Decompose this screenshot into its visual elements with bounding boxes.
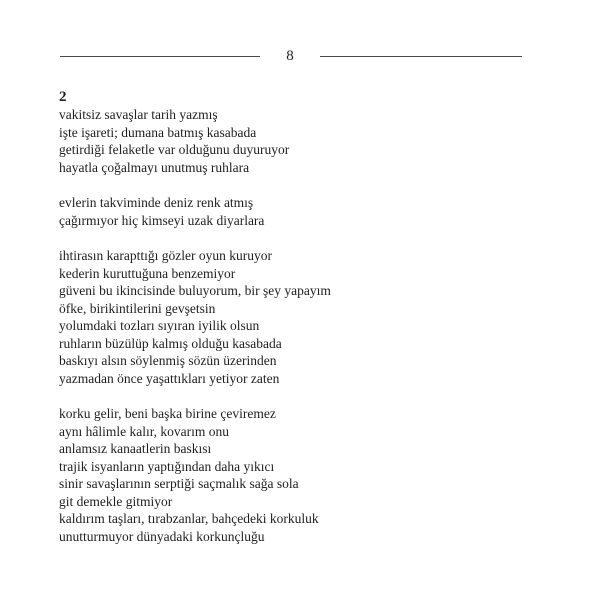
poem-line: sinir savaşlarının serptiği saçmalık sağa sola xyxy=(59,476,299,491)
stanza-1 xyxy=(59,106,559,176)
header-rule-right xyxy=(320,56,522,57)
poem-line: hayatla çoğalmayı unutmuş ruhlara xyxy=(59,159,250,175)
poem-line: güveni bu ikincisinde buluyorum, bir şey yapayım xyxy=(59,283,331,298)
stanza-4 xyxy=(59,405,559,545)
poem-line: yolumdaki tozları sıyıran iyilik olsun xyxy=(59,318,260,333)
poem-line: öfke, birikintilerini gevşetsin xyxy=(59,300,216,316)
section-number: 2 xyxy=(59,89,67,105)
poem-line: ruhların büzülüp kalmış olduğu kasabada xyxy=(59,335,282,351)
poem-line: kederin kuruttuğuna benzemiyor xyxy=(59,265,236,281)
poem-line: ihtirasın karарttığı gözler oyun kuruyor xyxy=(59,248,272,263)
poem-line: kaldırım taşları, tırabzanlar, bahçedeki korkuluk xyxy=(59,511,319,526)
poem-line: unutturmuyor dünyadaki korkunçluğu xyxy=(59,528,265,544)
poem-line: getirdiği felaketle var olduğunu duyuruyor xyxy=(59,142,290,157)
poem-line: git demekle gitmiyor xyxy=(59,493,173,509)
stanza-2 xyxy=(59,194,559,229)
poem-line: korku gelir, beni başka birine çeviremez xyxy=(59,406,276,421)
poem-line: işte işareti; dumana batmış kasabada xyxy=(59,124,257,140)
poem-line: trajik isyanların yaptığından daha yıkıcı xyxy=(59,458,275,474)
page-number: 8 xyxy=(286,48,294,64)
poem-line: çağırmıyor hiç kimseyi uzak diyarlara xyxy=(59,212,265,228)
stanza-3 xyxy=(59,247,559,387)
poem-line: yazmadan önce yaşattıkları yetiyor zaten xyxy=(59,370,280,386)
header-rule-left xyxy=(60,56,260,57)
poem-line: vakitsiz savaşlar tarih yazmış xyxy=(59,107,218,122)
poem xyxy=(59,88,559,563)
poem-line: baskıyı alsın söylenmiş sözün üzerinden xyxy=(59,353,277,368)
poem-line: evlerin takviminde deniz renk atmış xyxy=(59,195,254,210)
poem-line: aynı hâlimle kalır, kovarım onu xyxy=(59,423,230,439)
poem-line: anlamsız kanaatlerin baskısı xyxy=(59,441,212,456)
